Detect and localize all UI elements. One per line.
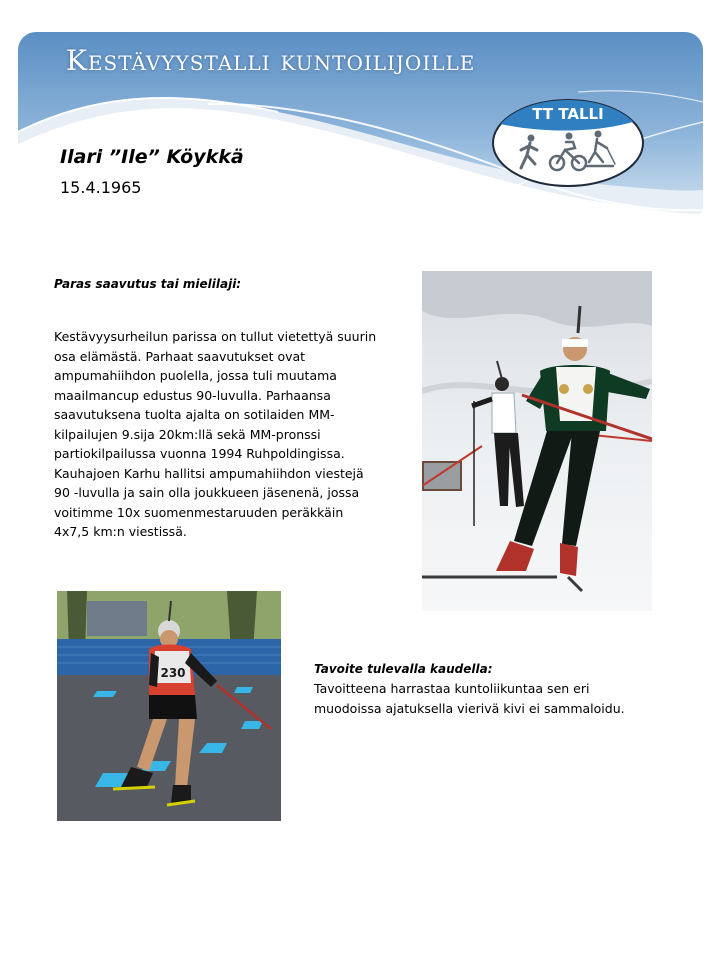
text-line: maailmancup edustus 90-luvulla. Parhaansa [54, 387, 331, 403]
athlete-birthdate: 15.4.1965 [60, 178, 142, 197]
biathlon-race-photo [422, 271, 652, 611]
athlete-name: Ilari ”Ile” Köykkä [60, 146, 244, 168]
text-line: partiokilpailussa vuonna 1994 Ruhpoldingissa. [54, 446, 345, 461]
text-line: Tavoitteena harrastaa kuntoliikuntaa sen eri [314, 681, 590, 696]
text-line: Kestävyysurheilun parissa on tullut vietettyä suurin [54, 329, 377, 344]
logo-text: TT TALLI [532, 105, 604, 123]
text-line: ampumahiihdon puolella, jossa tuli muutama [54, 368, 337, 383]
page-title: Kestävyystalli kuntoilijoille [66, 44, 476, 77]
best-achievement-text [54, 327, 399, 542]
race-bib-number: 230 [160, 666, 186, 680]
text-line: muodoissa ajatuksella vierivä kivi ei sammaloidu. [314, 700, 625, 716]
season-goal-heading: Tavoite tulevalla kaudella: [314, 662, 493, 676]
text-line: 4x7,5 km:n viestissä. [54, 524, 187, 539]
best-achievement-heading: Paras saavutus tai mielilaji: [54, 277, 242, 291]
text-line: osa elämästä. Parhaat saavutukset ovat [54, 348, 306, 364]
text-line: 90 -luvulla ja sain olla joukkueen jäsenenä, jossa [54, 485, 360, 500]
text-line: voitimme 10x suomenmestaruuden peräkkäin [54, 504, 344, 520]
season-goal-text [314, 679, 654, 718]
text-line: Kauhajoen Karhu hallitsi ampumahiihdon viestejä [54, 465, 364, 481]
text-line: saavutuksena tuolta ajalta on sotilaiden MM- [54, 407, 335, 422]
text-line: kilpailujen 9.sija 20km:llä sekä MM-pronssi [54, 426, 321, 442]
rollerski-photo [57, 591, 281, 821]
tt-talli-logo [491, 98, 645, 188]
